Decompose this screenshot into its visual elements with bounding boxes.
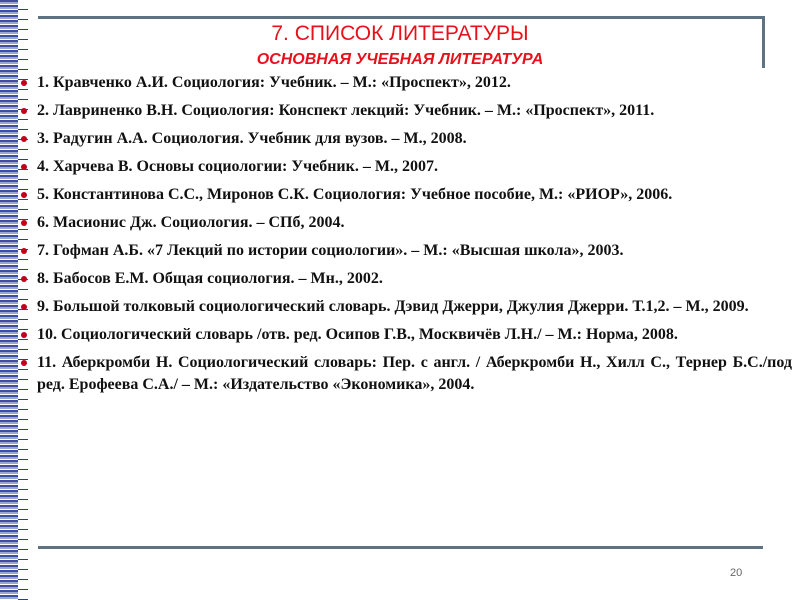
frame-top-line — [38, 16, 763, 19]
reference-text: 9. Большой толковый социологический словарь. Дэвид Джерри, Джулия Джерри. Т.1,2. – М., 2009. — [37, 298, 749, 315]
reference-text: 1. Кравченко А.И. Социология: Учебник. – М.: «Проспект», 2012. — [37, 74, 511, 91]
reference-text: 10. Социологический словарь /отв. ред. Осипов Г.В., Москвичёв Л.Н./ – М.: Норма, 2008. — [37, 326, 678, 343]
reference-item-2 — [37, 100, 792, 122]
bullet-icon — [21, 248, 27, 254]
reference-item-10 — [37, 324, 792, 346]
reference-item-11 — [37, 352, 792, 396]
bullet-icon — [21, 220, 27, 226]
bullet-icon — [21, 192, 27, 198]
bullet-icon — [21, 80, 27, 86]
bullet-icon — [21, 164, 27, 170]
bullet-icon — [21, 304, 27, 310]
reference-text: 7. Гофман А.Б. «7 Лекций по истории социологии». – М.: «Высшая школа», 2003. — [37, 242, 624, 259]
reference-item-5 — [37, 184, 792, 206]
bullet-icon — [21, 332, 27, 338]
reference-text: 4. Харчева В. Основы социологии: Учебник. – М., 2007. — [37, 158, 438, 175]
reference-text: 11. Аберкромби Н. Социологический словарь: Пер. с англ. / Аберкромби Н., Хилл С., Тернер Б.С./под ред. Ерофеева С.А./ – М.: «Издательство «Экономика», 2004. — [37, 354, 792, 393]
decorative-tick-marks — [18, 0, 28, 600]
reference-text: 8. Бабосов Е.М. Общая социология. – Мн., 2002. — [37, 270, 383, 287]
reference-list — [37, 72, 792, 402]
reference-item-4 — [37, 156, 792, 178]
page-number: 20 — [730, 567, 743, 579]
reference-text: 5. Константинова С.С., Миронов С.К. Социология: Учебное пособие, М.: «РИОР», 2006. — [37, 186, 673, 203]
frame-bottom-line — [38, 546, 763, 549]
reference-item-7 — [37, 240, 792, 262]
slide-title: 7. СПИСОК ЛИТЕРАТУРЫ — [271, 22, 529, 45]
bullet-icon — [21, 276, 27, 282]
frame-right-line — [762, 16, 765, 68]
slide-subtitle: ОСНОВНАЯ УЧЕБНАЯ ЛИТЕРАТУРА — [256, 51, 544, 68]
bullet-icon — [21, 360, 27, 366]
reference-item-9 — [37, 296, 792, 318]
reference-text: 3. Радугин А.А. Социология. Учебник для вузов. – М., 2008. — [37, 130, 467, 147]
reference-item-1 — [37, 72, 792, 94]
bullet-icon — [21, 108, 27, 114]
bullet-icon — [21, 136, 27, 142]
reference-item-6 — [37, 212, 792, 234]
reference-item-3 — [37, 128, 792, 150]
reference-item-8 — [37, 268, 792, 290]
reference-text: 6. Масионис Дж. Социология. – СПб, 2004. — [37, 214, 345, 231]
reference-text: 2. Лавриненко В.Н. Социология: Конспект лекций: Учебник. – М.: «Проспект», 2011. — [37, 102, 655, 119]
